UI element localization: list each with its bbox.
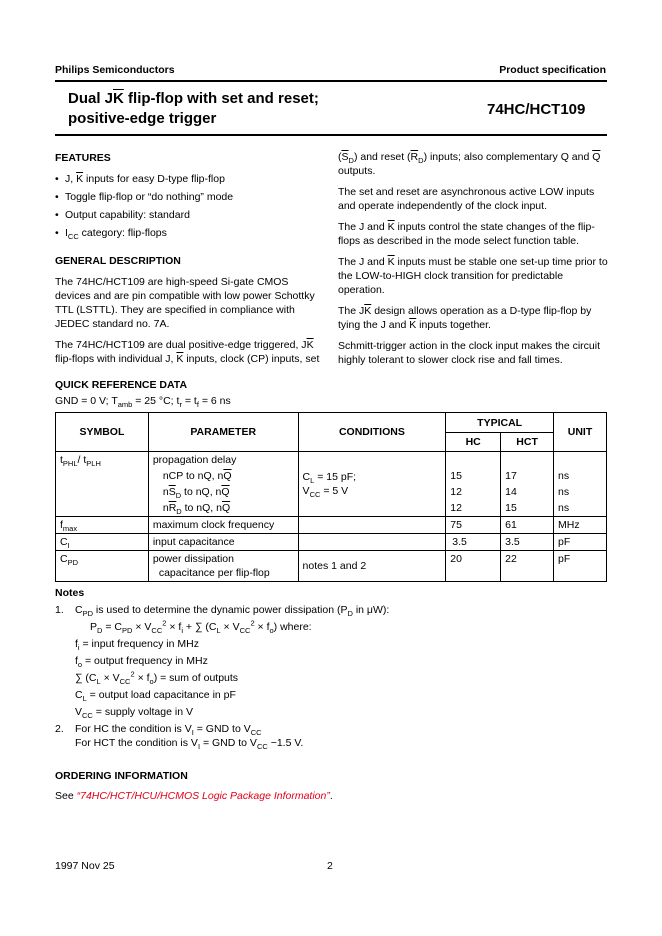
feature-item: • Output capability: standard xyxy=(55,209,190,221)
cell-hc: 3.5 xyxy=(446,534,501,551)
feature-item: • Toggle flip-flop or “do nothing” mode xyxy=(55,191,234,203)
notes-heading: Notes xyxy=(55,587,85,599)
definition: $f_i$ = input frequency in MHz xyxy=(75,638,199,653)
cell-hc: 15 12 12 xyxy=(446,452,501,517)
document-title: Dual $J\overline{K}$ flip-flop with set and reset; positive-edge trigger xyxy=(68,90,319,127)
qrd-conditions: GND = 0 V; $T_{amb} = 25$ °C; $t_r = t_f = 6$ ns xyxy=(55,395,231,410)
note-2: 2. For HC the condition is $V_I$ = GND to $V_{CC}$ For HCT the condition is $V_I$ = GND to $V_{CC} -1.5$ V. xyxy=(55,723,304,752)
col-hct: HCT xyxy=(501,433,554,452)
table-row xyxy=(56,517,607,534)
qrd-heading: QUICK REFERENCE DATA xyxy=(55,379,188,391)
cell-hct: 17 14 15 xyxy=(501,452,554,517)
col-typical: TYPICAL xyxy=(446,413,554,433)
note-1: 1. $C_{PD}$ is used to determine the dynamic power dissipation ($P_D$ in μW): xyxy=(55,604,390,619)
table-row xyxy=(56,534,607,551)
cell-hct: 3.5 xyxy=(501,534,554,551)
company-name: Philips Semiconductors xyxy=(55,64,175,76)
cell-hc: 20 xyxy=(446,551,501,582)
power-equation: $P_D = C_{PD} \times V_{CC}^2 \times f_i$ + ∑ $(C_L \times V_{CC}^2 \times f_o)$ where: xyxy=(90,618,312,636)
footer-date: 1997 Nov 25 xyxy=(55,860,115,872)
feature-item: • $I_{CC}$ category: flip-flops xyxy=(55,227,167,242)
cell-conditions xyxy=(298,534,446,551)
definition: $V_{CC}$ = supply voltage in V xyxy=(75,706,193,721)
cell-hc: 75 xyxy=(446,517,501,534)
right-p2: The set and reset are asynchronous active LOW inputs and operate independently of the clock input. xyxy=(338,186,595,212)
cell-conditions: $C_L = 15$ pF; $V_{CC} = 5$ V xyxy=(298,452,446,517)
cell-symbol: $C_{PD}$ xyxy=(56,551,149,582)
right-p1: $(\overline{S}_D)$ and reset $(\overline{R}_D)$ inputs; also complementary Q and $\overline{Q}$ outputs. xyxy=(338,151,601,177)
cell-symbol: $f_{max}$ xyxy=(56,517,149,534)
title-rule xyxy=(55,134,607,136)
general-description-p2: The 74HC/HCT109 are dual positive-edge triggered, $J\overline{K}$ flip-flops with individual J, $\overline{K}$ inputs, clock (CP) inputs, set xyxy=(55,339,320,365)
quick-reference-table xyxy=(55,412,607,582)
right-column xyxy=(338,150,608,374)
right-p5: The $J\overline{K}$ design allows operation as a D-type flip-flop by tying the J and $\overline{K}$ inputs together. xyxy=(338,305,592,331)
col-conditions: CONDITIONS xyxy=(298,413,446,452)
part-number: 74HC/HCT109 xyxy=(487,101,586,118)
cell-conditions xyxy=(298,517,446,534)
ordering-heading: ORDERING INFORMATION xyxy=(55,770,188,782)
cell-unit: ns ns ns xyxy=(554,452,607,517)
left-column xyxy=(55,151,325,373)
general-description-p1: The 74HC/HCT109 are high-speed Si-gate CMOS devices and are pin compatible with low power Schottky TTL (LSTTL). They are specified in compliance with JEDEC standard no. 7A. xyxy=(55,276,315,330)
col-symbol: SYMBOL xyxy=(56,413,149,452)
cell-hct: 22 xyxy=(501,551,554,582)
cell-unit: pF xyxy=(554,534,607,551)
col-hc: HC xyxy=(446,433,501,452)
cell-conditions: notes 1 and 2 xyxy=(298,551,446,582)
ordering-text: See “74HC/HCT/HCU/HCMOS Logic Package Information”. xyxy=(55,790,333,802)
features-list xyxy=(55,172,325,240)
cell-parameter: propagation delay nCP to nQ, $n\overline{Q}$ $n\overline{S}_D$ to nQ, $n\overline{Q}$ $n\overline{R}_D$ to nQ, $n\overline{Q}$ xyxy=(148,452,298,517)
package-info-link[interactable]: “74HC/HCT/HCU/HCMOS Logic Package Information” xyxy=(76,790,330,802)
page-number: 2 xyxy=(327,860,333,872)
col-parameter: PARAMETER xyxy=(148,413,298,452)
cell-parameter: maximum clock frequency xyxy=(148,517,298,534)
doc-type: Product specification xyxy=(499,64,606,76)
definition: ∑ $(C_L \times V_{CC}^2 \times f_o)$ = sum of outputs xyxy=(75,669,239,687)
cell-unit: MHz xyxy=(554,517,607,534)
feature-item: • J, $\overline{K}$ inputs for easy D-type flip-flop xyxy=(55,173,225,185)
cell-parameter: power dissipation capacitance per flip-flop xyxy=(148,551,298,582)
right-p3: The J and $\overline{K}$ inputs control the state changes of the flip-flops as described in the mode select function table. xyxy=(338,221,595,247)
features-heading: FEATURES xyxy=(55,152,111,164)
cell-symbol: $t_{PHL}/$ $t_{PLH}$ xyxy=(56,452,149,517)
cell-unit: pF xyxy=(554,551,607,582)
col-unit: UNIT xyxy=(554,413,607,452)
definition: $f_o$ = output frequency in MHz xyxy=(75,655,208,670)
right-p4: The J and $\overline{K}$ inputs must be stable one set-up time prior to the LOW-to-HIGH clock transition for predictable operation. xyxy=(338,256,608,296)
definition: $C_L$ = output load capacitance in pF xyxy=(75,689,236,704)
cell-hct: 61 xyxy=(501,517,554,534)
table-row xyxy=(56,452,607,517)
notes-block xyxy=(55,603,607,750)
right-p6: Schmitt-trigger action in the clock input makes the circuit highly tolerant to slower clock rise and fall times. xyxy=(338,340,601,366)
cell-parameter: input capacitance xyxy=(148,534,298,551)
header-rule xyxy=(55,80,607,82)
general-description-heading: GENERAL DESCRIPTION xyxy=(55,255,181,267)
table-row xyxy=(56,551,607,582)
cell-symbol: $C_I$ xyxy=(56,534,149,551)
